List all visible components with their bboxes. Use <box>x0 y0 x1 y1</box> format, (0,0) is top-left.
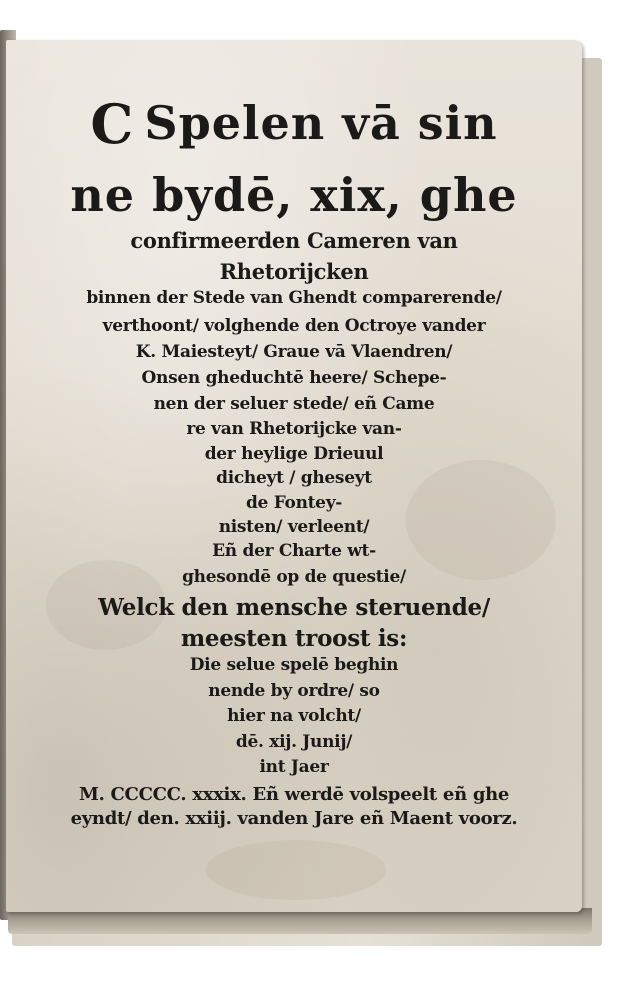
body-line-5: binnen der Stede van Ghendt comparerende/ <box>86 288 502 308</box>
body-line-23: int Jaer <box>259 757 329 777</box>
body-line-12: dicheyt / gheseyt <box>216 468 372 488</box>
body-line-14: nisten/ verleent/ <box>218 517 370 537</box>
title-line-1 <box>6 92 582 156</box>
body-line-20: nende by ordre/ so <box>208 681 380 701</box>
title-line-3: confirmeerden Cameren van <box>130 228 458 253</box>
body-line-22: dē. xij. Junij/ <box>235 732 353 752</box>
body-line-9: nen der seluer stede/ eñ Came <box>153 394 435 414</box>
title-line-text: Spelen vā sin <box>144 96 498 150</box>
body-line-19: Die selue spelē beghin <box>189 655 399 675</box>
title-line-4: Rhetorijcken <box>219 259 369 284</box>
imprint-line-25: eyndt/ den. xxiij. vanden Jare eñ Maent voorz. <box>70 808 518 829</box>
body-line-11: der heylige Drieuul <box>204 444 384 464</box>
body-line-21: hier na volcht/ <box>227 706 361 726</box>
paper-stain <box>206 840 386 900</box>
body-line-15: Eñ der Charte wt- <box>212 541 376 561</box>
body-line-6: verthoont/ volghende den Octroye vander <box>102 316 486 336</box>
imprint-line-24: M. CCCCC. xxxix. Eñ werdē volspeelt eñ ghe <box>78 784 510 805</box>
title-page <box>6 40 582 912</box>
paragraph-mark-initial: C <box>90 92 135 156</box>
body-line-10: re van Rhetorijcke van- <box>186 419 402 439</box>
body-line-16: ghesondē op de questie/ <box>182 567 406 587</box>
body-line-13: de Fontey- <box>245 493 343 513</box>
subtitle-line-17: Welck den mensche steruende/ <box>98 594 490 621</box>
subtitle-line-18: meesten troost is: <box>180 625 408 652</box>
title-line-2: ne bydē, xix, ghe <box>70 168 518 222</box>
body-line-8: Onsen gheduchtē heere/ Schepe- <box>141 368 447 388</box>
body-line-7: K. Maiesteyt/ Graue vā Vlaendren/ <box>135 342 453 362</box>
